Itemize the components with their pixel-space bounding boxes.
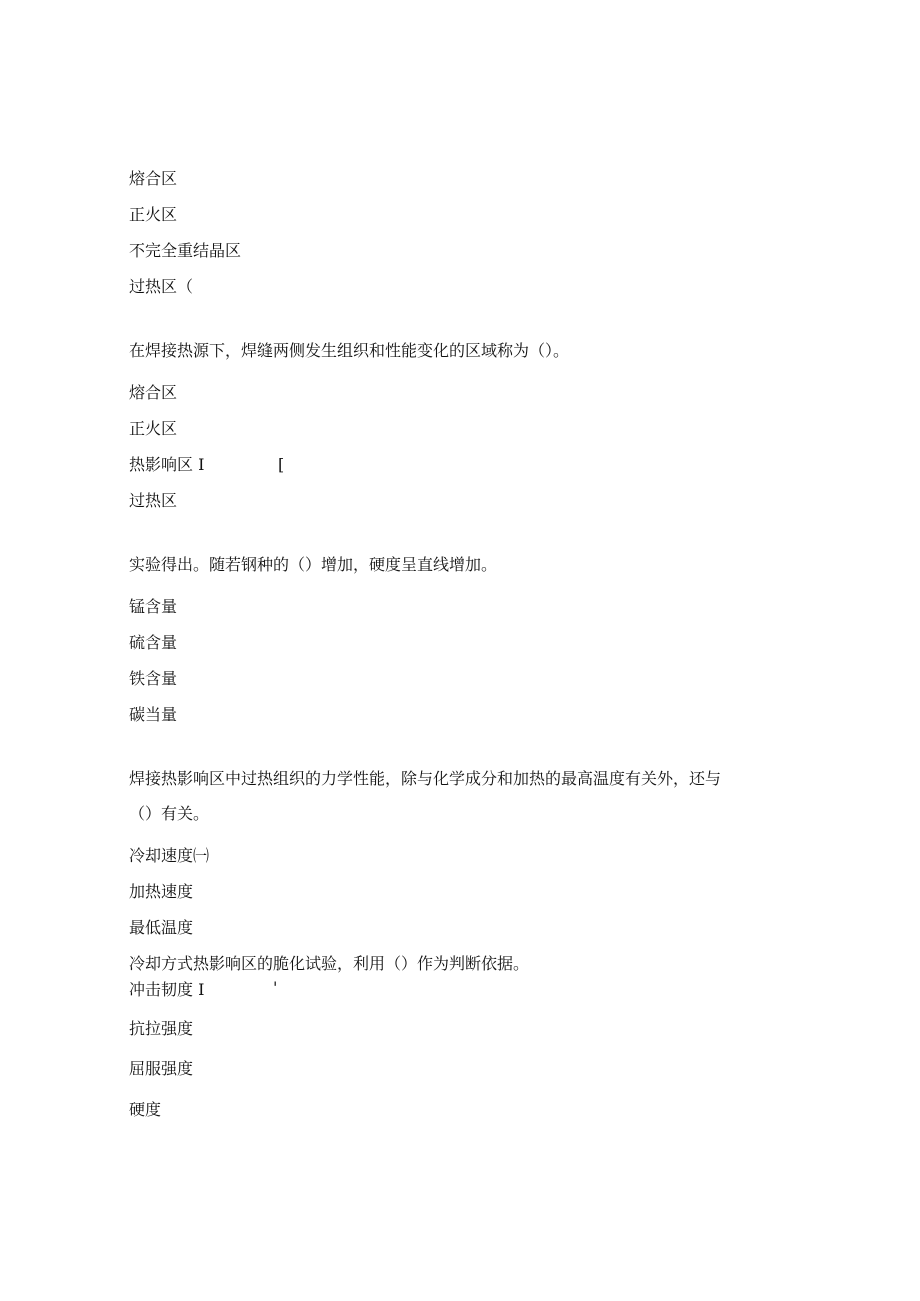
option-text: 加热速度 [129,882,194,901]
question-text: 在焊接热源下，焊缝两侧发生组织和性能变化的区域称为（）。 [129,341,570,360]
question-text-continued: （）有关。 [129,804,210,823]
option-text: 冷却速度㈠ [129,846,210,865]
option-text: 热影响区 I [129,455,205,474]
option-text: 正火区 [129,205,178,224]
option-text: 屈服强度 [129,1059,194,1078]
option-text: 最低温度 [129,918,194,937]
option-text: 抗拉强度 [129,1019,194,1038]
question-text: 冷却方式热影响区的脆化试验，利用（）作为判断依据。 [129,954,530,973]
option-text: 熔合区 [129,383,178,402]
stray-mark: ' [273,978,278,997]
option-text: 硫含量 [129,633,178,652]
option-text: 正火区 [129,419,178,438]
option-text: 过热区 [129,491,178,510]
question-text: 焊接热影响区中过热组织的力学性能，除与化学成分和加热的最高温度有关外，还与 [129,769,722,788]
option-text: 熔合区 [129,169,178,188]
option-text: 冲击韧度 I [129,980,205,999]
stray-mark: [ [278,455,285,474]
option-text: 过热区（ [129,277,194,296]
question-text: 实验得出。随若钢种的（）增加，硬度呈直线增加。 [129,555,498,574]
option-text: 硬度 [129,1100,162,1119]
option-text: 不完全重结晶区 [129,241,242,260]
option-text: 铁含量 [129,669,178,688]
option-text: 碳当量 [129,705,178,724]
option-text: 锰含量 [129,597,178,616]
